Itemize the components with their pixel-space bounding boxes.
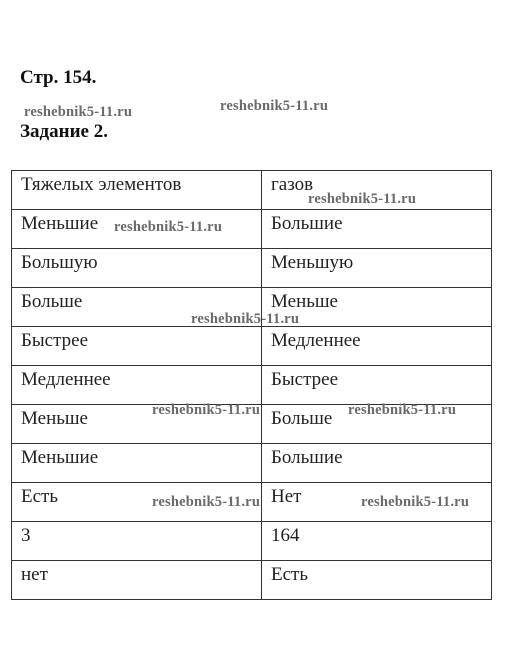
table-cell-left: Есть <box>12 483 262 522</box>
table-cell-left: Медленнее <box>12 366 262 405</box>
table-row <box>12 327 492 366</box>
table-cell-left: Большую <box>12 249 262 288</box>
watermark: reshebnik5-11.ru <box>191 311 300 327</box>
watermark: reshebnik5-11.ru <box>152 494 261 510</box>
page-number-heading: Стр. 154. <box>20 67 97 88</box>
watermark: reshebnik5-11.ru <box>152 402 261 418</box>
table-row <box>12 366 492 405</box>
table-row <box>12 522 492 561</box>
table-cell-right: Медленнее <box>262 327 492 366</box>
table-row <box>12 171 492 210</box>
watermark: reshebnik5-11.ru <box>348 402 457 418</box>
table-cell-left: нет <box>12 561 262 600</box>
watermark: reshebnik5-11.ru <box>24 104 133 120</box>
table-cell-right: Меньшую <box>262 249 492 288</box>
table-row <box>12 249 492 288</box>
watermark: reshebnik5-11.ru <box>361 494 470 510</box>
table-cell-left: Меньшие <box>12 210 262 249</box>
table-cell-right: Есть <box>262 561 492 600</box>
table-cell-left: 3 <box>12 522 262 561</box>
watermark: reshebnik5-11.ru <box>220 98 329 114</box>
table-cell-left: Меньше <box>12 405 262 444</box>
table-cell-left: Больше <box>12 288 262 327</box>
table-row <box>12 444 492 483</box>
table-row <box>12 210 492 249</box>
table-cell-left: Тяжелых элементов <box>12 171 262 210</box>
table-cell-right: Большие <box>262 444 492 483</box>
table-cell-right: 164 <box>262 522 492 561</box>
table-row <box>12 561 492 600</box>
table-cell-right: Большие <box>262 210 492 249</box>
table-cell-right: Больше <box>262 405 492 444</box>
task-heading: Задание 2. <box>20 121 108 142</box>
answers-table <box>11 170 492 600</box>
table-cell-right: газов <box>262 171 492 210</box>
table-cell-right: Быстрее <box>262 366 492 405</box>
watermark: reshebnik5-11.ru <box>114 219 223 235</box>
table-cell-left: Быстрее <box>12 327 262 366</box>
table-cell-left: Меньшие <box>12 444 262 483</box>
table-cell-right: Меньше <box>262 288 492 327</box>
table-cell-right: Нет <box>262 483 492 522</box>
watermark: reshebnik5-11.ru <box>308 191 417 207</box>
